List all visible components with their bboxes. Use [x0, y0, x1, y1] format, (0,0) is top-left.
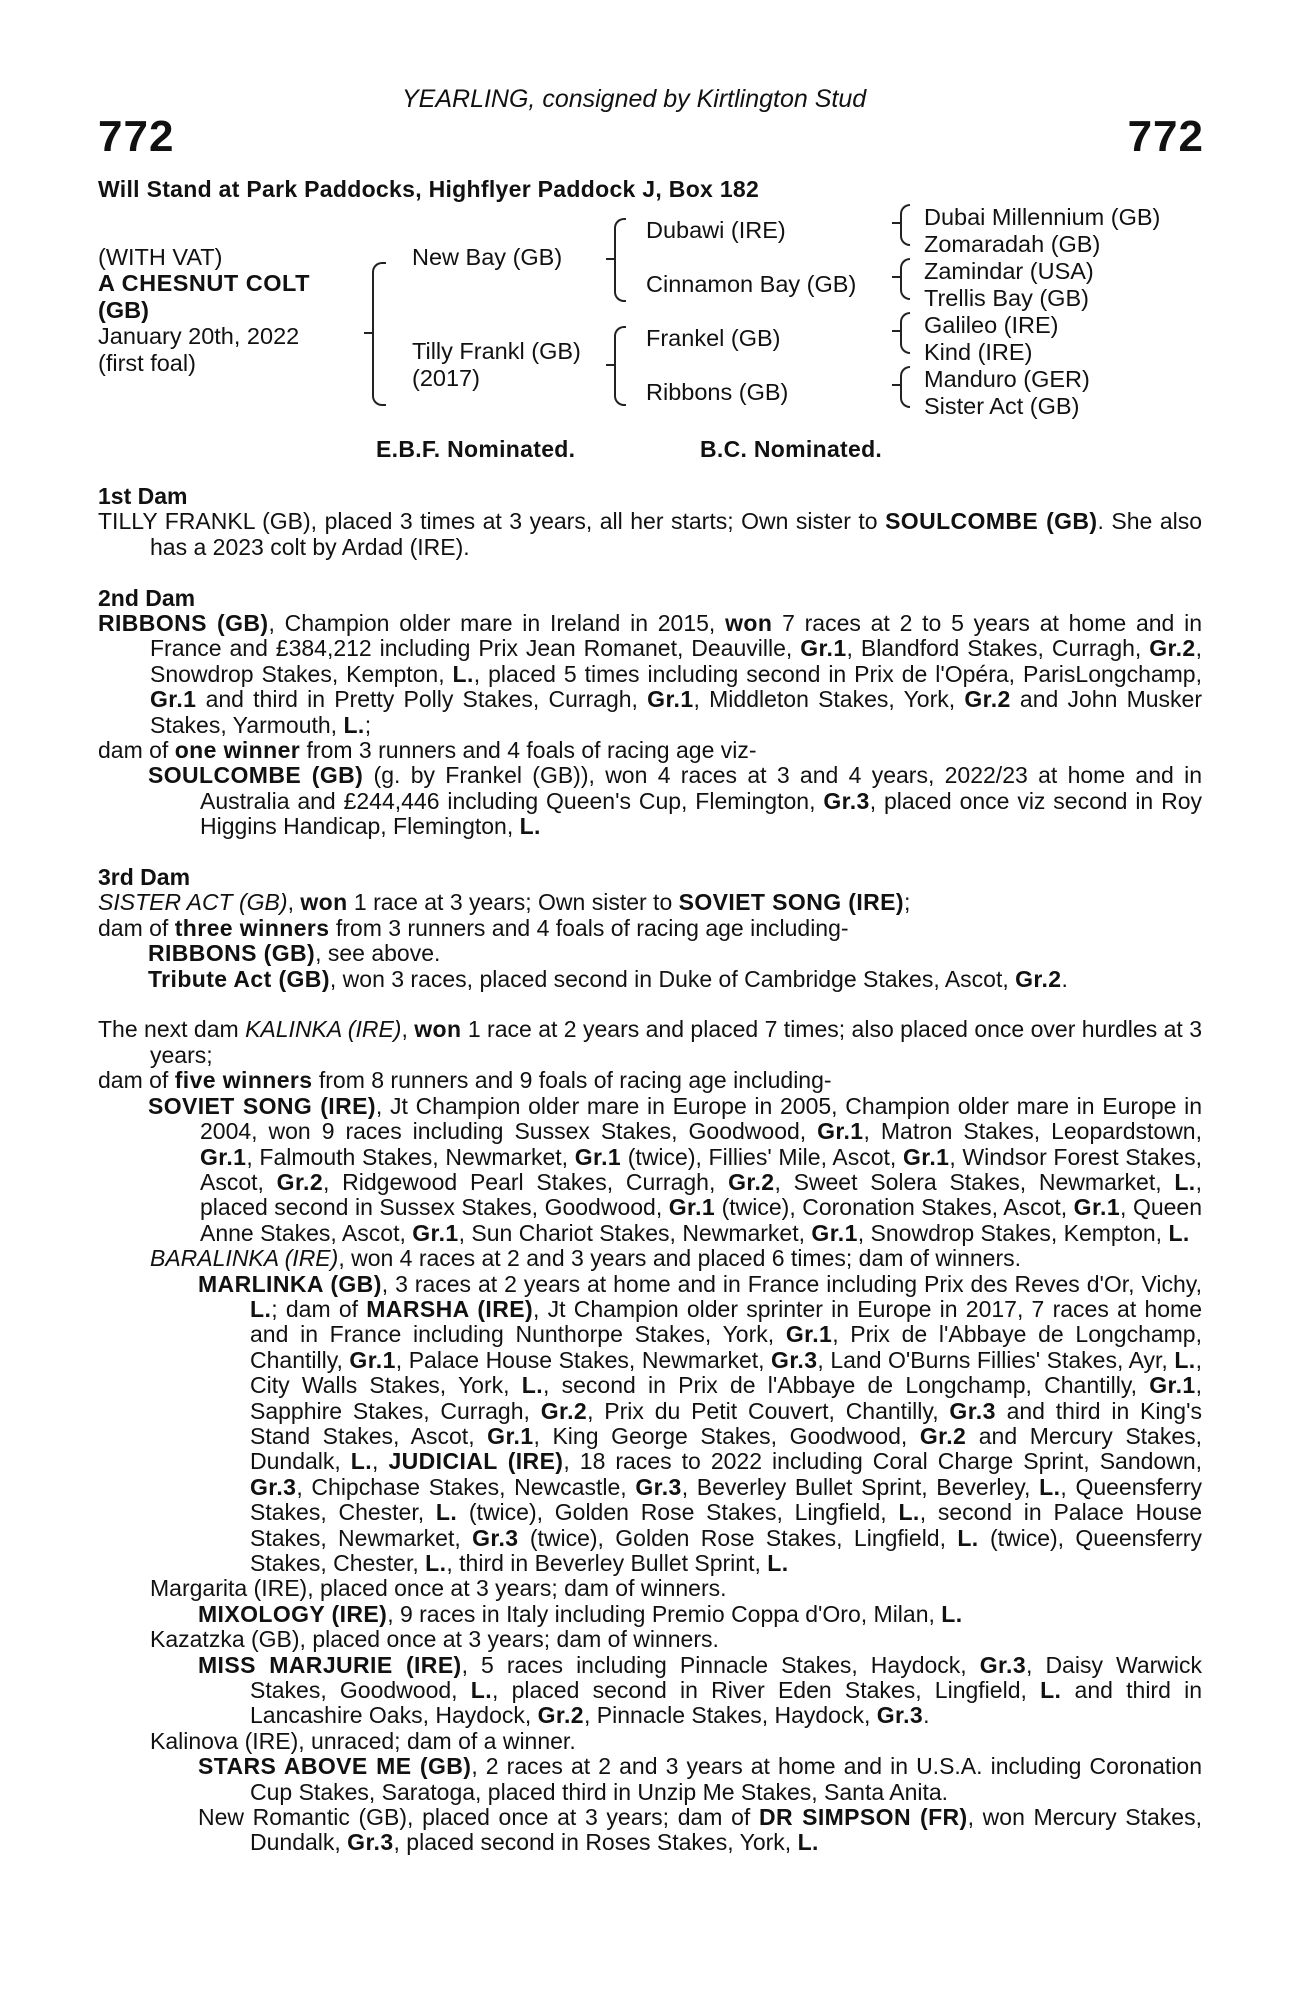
produce-soulcombe: SOULCOMBE (GB) (g. by Frankel (GB)), won 4 races at 3 and 4 years, 2022/23 at home and in Australia and £244,446 including Queen's Cup, Flemington, Gr.3, placed once viz second in Roy Higgins Handicap, Flemington, L. [148, 762, 1203, 840]
third-dam-produce-summary: dam of three winners from 3 runners and 4 foals of racing age including- [98, 914, 849, 941]
pedigree-bracket-sire [614, 218, 626, 302]
produce-baralinka: BARALINKA (IRE), won 4 races at 2 and 3 years and placed 6 times; dam of winners. [150, 1245, 1022, 1272]
produce-stars-above-me: STARS ABOVE ME (GB), 2 races at 2 and 3 years at home and in U.S.A. including Coronation Cup Stakes, Saratoga, placed third in Unzip Me Stakes, Santa Anita. [198, 1753, 1202, 1805]
next-dam-produce-summary: dam of five winners from 8 runners and 9 foals of racing age including- [98, 1067, 832, 1094]
third-dam-entry: SISTER ACT (GB), won 1 race at 3 years; Own sister to SOVIET SONG (IRE); [98, 889, 911, 916]
dam-year: (2017) [412, 365, 480, 391]
gen4-2: Zomaradah (GB) [924, 231, 1101, 257]
date-of-birth: January 20th, 2022 [98, 323, 300, 349]
produce-ribbons: RIBBONS (GB), see above. [148, 940, 441, 967]
gen4-6: Kind (IRE) [924, 339, 1033, 365]
pedigree-bracket-g4-2-mark [892, 276, 900, 278]
vat-note: (WITH VAT) [98, 244, 223, 270]
sire-dam: Cinnamon Bay (GB) [646, 271, 857, 297]
produce-kalinova: Kalinova (IRE), unraced; dam of a winner. [150, 1727, 576, 1754]
stand-location: Will Stand at Park Paddocks, Highflyer Paddock J, Box 182 [98, 176, 760, 202]
pedigree-bracket-g4-2 [900, 258, 910, 300]
second-dam-produce-summary: dam of one winner from 3 runners and 4 foals of racing age viz- [98, 737, 757, 764]
produce-miss-marjurie: MISS MARJURIE (IRE), 5 races including Pinnacle Stakes, Haydock, Gr.3, Daisy Warwick Stakes, Goodwood, L., placed second in River Eden Stakes, Lingfield, L. and third in Lancashire Oaks, Haydock, Gr.2, Pinnacle Stakes, Haydock, Gr.3. [198, 1651, 1202, 1729]
sire-name: New Bay (GB) [412, 244, 563, 270]
first-dam-entry: TILLY FRANKL (GB), placed 3 times at 3 years, all her starts; Own sister to SOULCOMBE (GB). She also has a 2023 colt by Ardad (IRE). [98, 508, 1203, 560]
pedigree-bracket-gen1-mark [364, 332, 372, 334]
ebf-nomination: E.B.F. Nominated. [376, 436, 576, 462]
pedigree-bracket-gen1 [372, 262, 386, 406]
sire-sire: Dubawi (IRE) [646, 217, 786, 243]
gen4-5: Galileo (IRE) [924, 312, 1059, 338]
produce-kazatzka: Kazatzka (GB), placed once at 3 years; dam of winners. [150, 1626, 719, 1653]
second-dam-entry: RIBBONS (GB), Champion older mare in Ireland in 2015, won 7 races at 2 to 5 years at home and in France and £384,212 including Prix Jean Romanet, Deauville, Gr.1, Blandford Stakes, Curragh, Gr.2, Snowdrop Stakes, Kempton, L., placed 5 times including second in Prix de l'Opéra, ParisLongchamp, Gr.1 and third in Pretty Polly Stakes, Curragh, Gr.1, Middleton Stakes, York, Gr.2 and John Musker Stakes, Yarmouth, L.; [98, 610, 1202, 738]
catalogue-body [98, 484, 1202, 1856]
bc-nomination: B.C. Nominated. [700, 436, 883, 462]
first-dam-heading: 1st Dam [98, 483, 188, 509]
pedigree-bracket-g4-3-mark [892, 330, 900, 332]
produce-margarita: Margarita (IRE), placed once at 3 years; dam of winners. [150, 1575, 727, 1602]
foal-note: (first foal) [98, 350, 196, 376]
produce-mixology: MIXOLOGY (IRE), 9 races in Italy including Premio Coppa d'Oro, Milan, L. [198, 1600, 963, 1627]
pedigree-bracket-g4-4 [900, 366, 910, 408]
gen4-1: Dubai Millennium (GB) [924, 204, 1161, 230]
produce-marlinka: MARLINKA (GB), 3 races at 2 years at home and in France including Prix des Reves d'Or, Vichy, L.; dam of MARSHA (IRE), Jt Champion older sprinter in Europe in 2017, 7 races at home and in France including Nunthorpe Stakes, York, Gr.1, Prix de l'Abbaye de Longchamp, Chantilly, Gr.1, Palace House Stakes, Newmarket, Gr.3, Land O'Burns Fillies' Stakes, Ayr, L., City Walls Stakes, York, L., second in Prix de l'Abbaye de Longchamp, Chantilly, Gr.1, Sapphire Stakes, Curragh, Gr.2, Prix du Petit Couvert, Chantilly, Gr.3 and third in King's Stand Stakes, Ascot, Gr.1, King George Stakes, Goodwood, Gr.2 and Mercury Stakes, Dundalk, L., JUDICIAL (IRE), 18 races to 2022 including Coral Charge Sprint, Sandown, Gr.3, Chipchase Stakes, Newcastle, Gr.3, Beverley Bullet Sprint, Beverley, L., Queensferry Stakes, Chester, L. (twice), Golden Rose Stakes, Lingfield, L., second in Palace House Stakes, Newmarket, Gr.3 (twice), Golden Rose Stakes, Lingfield, L. (twice), Queensferry Stakes, Chester, L., third in Beverley Bullet Sprint, L. [198, 1270, 1203, 1577]
next-dam-entry: The next dam KALINKA (IRE), won 1 race at 2 years and placed 7 times; also placed once over hurdles at 3 years; [98, 1016, 1202, 1068]
horse-name-country: (GB) [98, 297, 149, 323]
gen4-8: Sister Act (GB) [924, 393, 1080, 419]
third-dam-heading: 3rd Dam [98, 864, 191, 891]
pedigree-bracket-g4-3 [900, 312, 910, 354]
pedigree-bracket-g4-1-mark [892, 222, 900, 224]
dam-sire: Frankel (GB) [646, 325, 781, 351]
lot-number-left: 772 [98, 112, 175, 161]
pedigree-bracket-g4-1 [900, 204, 910, 246]
gen4-3: Zamindar (USA) [924, 258, 1094, 284]
horse-name: A CHESNUT COLT [98, 270, 310, 296]
produce-new-romantic: New Romantic (GB), placed once at 3 years; dam of DR SIMPSON (FR), won Mercury Stakes, Dundalk, Gr.3, placed second in Roses Stakes, York, L. [198, 1804, 1202, 1856]
gen4-7: Manduro (GER) [924, 366, 1090, 392]
pedigree-bracket-dam [614, 326, 626, 406]
lot-number-right: 772 [1127, 112, 1204, 161]
dam-name: Tilly Frankl (GB) [412, 338, 581, 364]
consignment-line: YEARLING, consigned by Kirtlington Stud [402, 85, 867, 113]
second-dam-heading: 2nd Dam [98, 584, 196, 611]
pedigree-bracket-g4-4-mark [892, 384, 900, 386]
dam-dam: Ribbons (GB) [646, 379, 789, 405]
pedigree-bracket-dam-mark [606, 364, 614, 366]
produce-soviet-song: SOVIET SONG (IRE), Jt Champion older mare in Europe in 2005, Champion older mare in Europe in 2004, won 9 races including Sussex Stakes, Goodwood, Gr.1, Matron Stakes, Leopardstown, Gr.1, Falmouth Stakes, Newmarket, Gr.1 (twice), Fillies' Mile, Ascot, Gr.1, Windsor Forest Stakes, Ascot, Gr.2, Ridgewood Pearl Stakes, Curragh, Gr.2, Sweet Solera Stakes, Newmarket, L., placed second in Sussex Stakes, Goodwood, Gr.1 (twice), Coronation Stakes, Ascot, Gr.1, Queen Anne Stakes, Ascot, Gr.1, Sun Chariot Stakes, Newmarket, Gr.1, Snowdrop Stakes, Kempton, L. [148, 1092, 1203, 1246]
gen4-4: Trellis Bay (GB) [924, 285, 1089, 311]
pedigree-bracket-sire-mark [606, 258, 614, 260]
produce-tribute-act: Tribute Act (GB), won 3 races, placed second in Duke of Cambridge Stakes, Ascot, Gr.2. [148, 965, 1068, 992]
